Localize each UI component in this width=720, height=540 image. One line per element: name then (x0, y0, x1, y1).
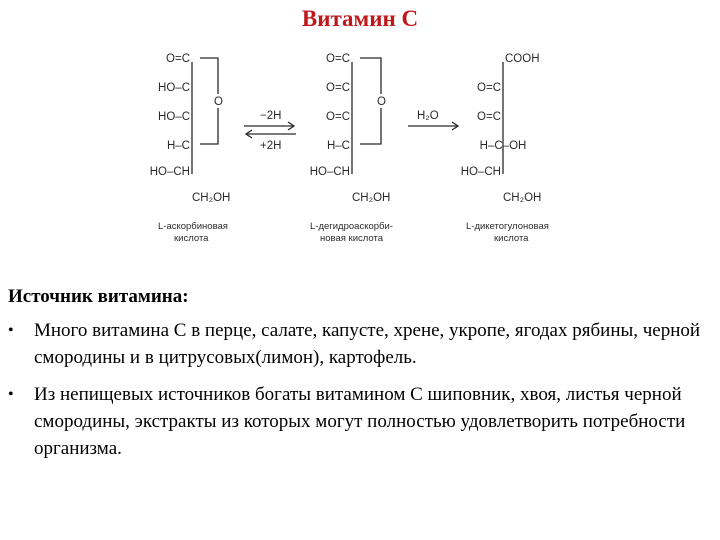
atom-label: O=C (326, 111, 350, 123)
arrow-label-reduction: +2H (260, 140, 282, 152)
bullet-icon: • (8, 322, 14, 339)
list-item (8, 317, 713, 371)
atom-label: H–C–OH (479, 140, 527, 152)
structure-caption: новая кислота (320, 233, 384, 244)
atom-label: HO–C (158, 82, 190, 94)
diketogulonic-acid-structure (461, 53, 549, 244)
atom-label: CH₂OH (503, 192, 542, 204)
arrow-label-hydrolysis: H₂O (417, 110, 439, 122)
ring-oxygen-label: O (377, 96, 386, 108)
vitamin-c-structure-diagram (148, 46, 578, 256)
ring-oxygen-label: O (214, 96, 223, 108)
structure-caption: L-дикетогулоновая (466, 221, 549, 232)
atom-label: HO–C (158, 111, 190, 123)
structure-caption: кислота (174, 233, 209, 244)
atom-label: O=C (326, 53, 350, 65)
bullet-list (8, 317, 713, 472)
structure-caption: кислота (494, 233, 529, 244)
atom-label: H–C (166, 140, 190, 152)
atom-label: O=C (477, 111, 501, 123)
structure-caption: L-дегидроаскорби- (310, 221, 393, 232)
bullet-icon: • (8, 386, 14, 403)
atom-label: HO–CH (460, 166, 501, 178)
atom-label: HO–CH (309, 166, 350, 178)
structure-caption: L-аскорбиновая (158, 221, 228, 232)
arrow-label-oxidation: −2H (260, 110, 282, 122)
atom-label: HO–CH (149, 166, 190, 178)
list-item-text: Много витамина С в перце, салате, капусте, хрене, укропе, ягодах рябины, черной смородины и в цитрусовых(лимон), картофель. (34, 320, 701, 368)
list-item-text: Из непищевых источников богаты витамином С шиповник, хвоя, листья черной смородины, экстракты из которых могут полностью удовлетворить потребности организма. (34, 384, 686, 459)
atom-label: O=C (166, 53, 190, 65)
atom-label: O=C (477, 82, 501, 94)
atom-label: COOH (505, 53, 540, 65)
atom-label: CH₂OH (352, 192, 391, 204)
slide-title: Витамин С (301, 6, 419, 31)
section-heading: Источник витамина: (8, 286, 189, 307)
atom-label: H–C (326, 140, 350, 152)
atom-label: O=C (326, 82, 350, 94)
atom-label: CH₂OH (192, 192, 231, 204)
list-item (8, 381, 713, 462)
